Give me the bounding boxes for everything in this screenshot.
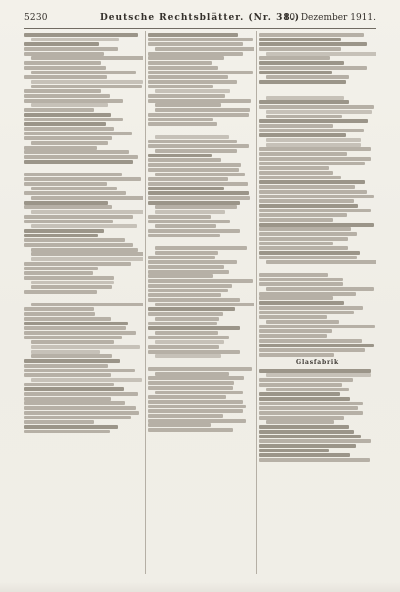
entry-line (259, 334, 327, 338)
entry-line (266, 138, 361, 142)
entry-line (259, 218, 333, 222)
entry-line (148, 428, 233, 432)
entry-line (259, 458, 370, 462)
entry-line (148, 284, 232, 288)
entry-line (148, 52, 243, 56)
entry-line (259, 237, 348, 241)
entry-line (148, 177, 228, 181)
entry-line (148, 94, 225, 98)
entry-line (259, 406, 358, 410)
entry-line (31, 252, 143, 256)
entry-line (259, 227, 351, 231)
entry-line (31, 187, 117, 191)
page-number: 5230 (24, 13, 48, 23)
entry-line (259, 105, 374, 109)
entry-line (259, 339, 362, 343)
entry-line (259, 246, 348, 250)
entry-line (155, 251, 218, 255)
entry-line (24, 42, 99, 46)
entry-line (259, 383, 342, 387)
entry-line (31, 345, 140, 349)
entry-line (155, 224, 216, 228)
entry-line (24, 113, 111, 117)
entry-line (259, 133, 346, 137)
entry-line (24, 191, 126, 195)
entry-line (24, 401, 125, 405)
entry-line (148, 345, 219, 349)
entry-line (31, 378, 142, 382)
entry-line (24, 132, 132, 136)
entry-line (24, 52, 104, 56)
entry-line (24, 392, 138, 396)
entry-line (24, 243, 133, 247)
entry-line (259, 66, 367, 70)
entry-line (148, 140, 237, 144)
entry-line (24, 127, 114, 131)
entry-line (266, 420, 334, 424)
entry-line (24, 406, 136, 410)
entry-line (266, 75, 349, 79)
entry-line (148, 400, 243, 404)
entry-line (259, 278, 343, 282)
entry-line (259, 185, 355, 189)
entry-line (259, 42, 367, 46)
entry-line (24, 383, 114, 387)
entry-line (155, 205, 237, 209)
entry-line (148, 85, 213, 89)
entry-line (31, 71, 136, 75)
entry-line (259, 449, 329, 453)
entry-line (31, 281, 114, 285)
entry-line (148, 289, 228, 293)
entry-line (148, 256, 215, 260)
entry-line (24, 177, 141, 181)
entry-line (148, 187, 224, 191)
paragraph-gap (259, 265, 376, 272)
entry-line (24, 61, 101, 65)
entry-line (24, 359, 120, 363)
paragraph-gap (24, 165, 143, 172)
entry-line (148, 386, 233, 390)
entry-line (259, 223, 374, 227)
entry-line (259, 124, 333, 128)
entry-line (266, 320, 339, 324)
entry-line (24, 89, 101, 93)
entry-line (259, 195, 374, 199)
entry-line (24, 430, 110, 434)
entry-line (148, 234, 220, 238)
entry-line (31, 196, 143, 200)
entry-line (148, 154, 212, 158)
entry-line (155, 108, 250, 112)
entry-line (24, 234, 98, 238)
entry-line (259, 348, 365, 352)
entry-line (259, 325, 375, 329)
entry-line (259, 56, 330, 60)
entry-line (259, 301, 344, 305)
entry-line (266, 115, 342, 119)
entry-line (24, 136, 112, 140)
entry-line (259, 80, 346, 84)
entry-line (148, 270, 229, 274)
entry-line (31, 141, 108, 145)
entry-line (24, 201, 108, 205)
entry-line (148, 322, 217, 326)
entry-line (259, 353, 334, 357)
entry-line (259, 242, 333, 246)
entry-line (24, 307, 94, 311)
entry-line (259, 147, 371, 151)
entry-line (31, 303, 143, 307)
entry-line (24, 220, 113, 224)
entry-line (266, 96, 344, 100)
entry-line (155, 303, 254, 307)
entry-line (148, 260, 237, 264)
entry-line (24, 150, 129, 154)
entry-line (155, 372, 229, 376)
entry-line (148, 293, 221, 297)
entry-line (259, 61, 344, 65)
entry-line (24, 108, 94, 112)
entry-line (31, 38, 119, 42)
entry-line (24, 238, 125, 242)
entry-line (31, 85, 142, 89)
entry-line (24, 420, 94, 424)
entry-line (31, 257, 143, 261)
entry-line (259, 439, 371, 443)
entry-line (259, 256, 357, 260)
header-divider (24, 28, 376, 29)
entry-line (148, 419, 246, 423)
entry-line (155, 391, 243, 395)
entry-line (266, 388, 349, 392)
entry-line (148, 229, 240, 233)
entry-line (24, 276, 114, 280)
entry-line (266, 373, 371, 377)
entry-line (148, 336, 229, 340)
entry-line (24, 173, 122, 177)
entry-line (155, 354, 221, 358)
entry-line (31, 210, 143, 214)
entry-line (155, 89, 230, 93)
entry-line (259, 100, 349, 104)
entry-line (259, 344, 374, 348)
entry-line (259, 209, 371, 213)
entry-line (31, 285, 112, 289)
entry-line (24, 271, 93, 275)
entry-line (259, 119, 368, 123)
entry-line (148, 118, 213, 122)
entry-line (148, 298, 240, 302)
entry-line (24, 262, 131, 266)
entry-line (31, 350, 100, 354)
entry-line (24, 387, 124, 391)
entry-line (148, 80, 237, 84)
entry-line (259, 190, 367, 194)
entry-line (24, 416, 131, 420)
entry-line (259, 430, 354, 434)
entry-line (155, 103, 221, 107)
entry-line (148, 423, 211, 427)
entry-line (148, 312, 223, 316)
page-header (24, 10, 376, 26)
left-column (24, 32, 143, 576)
entry-line (259, 444, 356, 448)
entry-line (259, 176, 341, 180)
entry-line (31, 56, 143, 60)
entry-line (24, 312, 95, 316)
entry-line (148, 122, 217, 126)
entry-line (24, 155, 138, 159)
entry-line (148, 220, 230, 224)
entry-line (259, 282, 343, 286)
entry-line (259, 71, 332, 75)
entry-line (148, 307, 235, 311)
entry-line (259, 47, 341, 51)
entry-line (24, 215, 133, 219)
entry-line (148, 381, 234, 385)
entry-line (148, 395, 226, 399)
entry-line (148, 367, 252, 371)
right-column (259, 32, 376, 576)
entry-line (148, 265, 224, 269)
entry-line (148, 409, 243, 413)
paragraph-gap (148, 127, 254, 134)
scan-shadow (0, 582, 400, 592)
entry-line (148, 56, 224, 60)
entry-line (24, 122, 106, 126)
entry-line (24, 75, 107, 79)
entry-line (148, 191, 249, 195)
column-divider-left (145, 31, 146, 574)
entry-line (148, 61, 212, 65)
entry-line (31, 80, 143, 84)
entry-line (24, 267, 98, 271)
entry-line (259, 402, 363, 406)
entry-line (155, 149, 237, 153)
entry-line (259, 171, 333, 175)
section-heading: Glasfabrik (296, 358, 339, 366)
entry-line (148, 158, 221, 162)
entry-line (148, 196, 250, 200)
entry-line (155, 246, 247, 250)
middle-column (148, 32, 254, 576)
entry-line (24, 364, 108, 368)
entry-line (259, 157, 371, 161)
entry-line (155, 135, 229, 139)
entry-line (148, 326, 240, 330)
entry-line (24, 118, 123, 122)
entry-line (24, 290, 97, 294)
entry-line (155, 210, 225, 214)
entry-line (24, 66, 106, 70)
entry-line (148, 215, 211, 219)
entry-line (31, 340, 114, 344)
entry-line (259, 315, 327, 319)
entry-line (148, 350, 240, 354)
entry-line (259, 251, 360, 255)
entry-line (259, 204, 358, 208)
entry-line (266, 52, 376, 56)
entry-line (148, 376, 244, 380)
paragraph-gap (24, 295, 143, 302)
entry-line (266, 287, 374, 291)
entry-line (24, 322, 128, 326)
entry-line (259, 292, 356, 296)
entry-line (148, 279, 253, 283)
entry-line (24, 160, 133, 164)
entry-line (24, 317, 111, 321)
entry-line (259, 213, 347, 217)
entry-line (259, 129, 364, 133)
entry-line (24, 331, 136, 335)
entry-line (155, 340, 224, 344)
entry-line (259, 38, 341, 42)
entry-line (148, 163, 241, 167)
entry-line (24, 326, 126, 330)
entry-line (31, 354, 112, 358)
column-divider-right (256, 31, 257, 574)
entry-line (259, 411, 363, 415)
entry-line (24, 33, 138, 37)
entry-line (148, 75, 228, 79)
entry-line (24, 146, 97, 150)
entry-line (259, 232, 357, 236)
entry-line (148, 414, 223, 418)
entry-line (148, 38, 253, 42)
entry-line (259, 425, 349, 429)
entry-line (259, 378, 353, 382)
entry-line (155, 317, 219, 321)
entry-line (31, 224, 137, 228)
entry-line (259, 397, 350, 401)
entry-line (266, 110, 372, 114)
entry-line (259, 152, 347, 156)
entry-line (266, 260, 376, 264)
entry-line (148, 182, 248, 186)
entry-line (259, 453, 350, 457)
entry-line (155, 331, 218, 335)
entry-line (31, 248, 138, 252)
entry-line (148, 66, 218, 70)
entry-line (259, 33, 364, 37)
entry-line (259, 435, 361, 439)
issue-date: 10. Dezember 1911. (283, 13, 376, 23)
entry-line (24, 205, 112, 209)
entry-line (259, 273, 328, 277)
entry-line (259, 180, 365, 184)
entry-line (266, 143, 361, 147)
entry-line (259, 392, 340, 396)
entry-line (24, 425, 118, 429)
entry-line (24, 397, 111, 401)
entry-line (31, 103, 108, 107)
entry-line (259, 166, 329, 170)
entry-line (259, 311, 354, 315)
entry-line (259, 162, 365, 166)
entry-line (24, 99, 123, 103)
entry-line (24, 373, 111, 377)
entry-line (259, 306, 363, 310)
entry-line (259, 199, 354, 203)
entry-line (155, 47, 254, 51)
paragraph-gap (148, 359, 254, 366)
journal-title: Deutsche Rechtsblätter. (Nr. 38.) (100, 13, 300, 23)
entry-line (148, 71, 253, 75)
paragraph-gap (148, 238, 254, 245)
entry-line (24, 229, 104, 233)
entry-line (148, 168, 239, 172)
entry-line (148, 274, 213, 278)
entry-line (148, 42, 243, 46)
entry-line (24, 182, 107, 186)
entry-line (259, 296, 333, 300)
entry-line (148, 405, 246, 409)
entry-line (259, 416, 344, 420)
entry-line (24, 94, 110, 98)
entry-line (24, 336, 122, 340)
entry-line (259, 369, 371, 373)
entry-line (259, 329, 332, 333)
entry-line (24, 369, 135, 373)
entry-line (148, 113, 249, 117)
entry-line (148, 99, 251, 103)
entry-line (155, 173, 245, 177)
entry-line (24, 47, 118, 51)
entry-line (148, 201, 240, 205)
entry-line (24, 411, 139, 415)
entry-line (148, 33, 238, 37)
entry-line (148, 144, 249, 148)
section-heading (259, 86, 376, 94)
